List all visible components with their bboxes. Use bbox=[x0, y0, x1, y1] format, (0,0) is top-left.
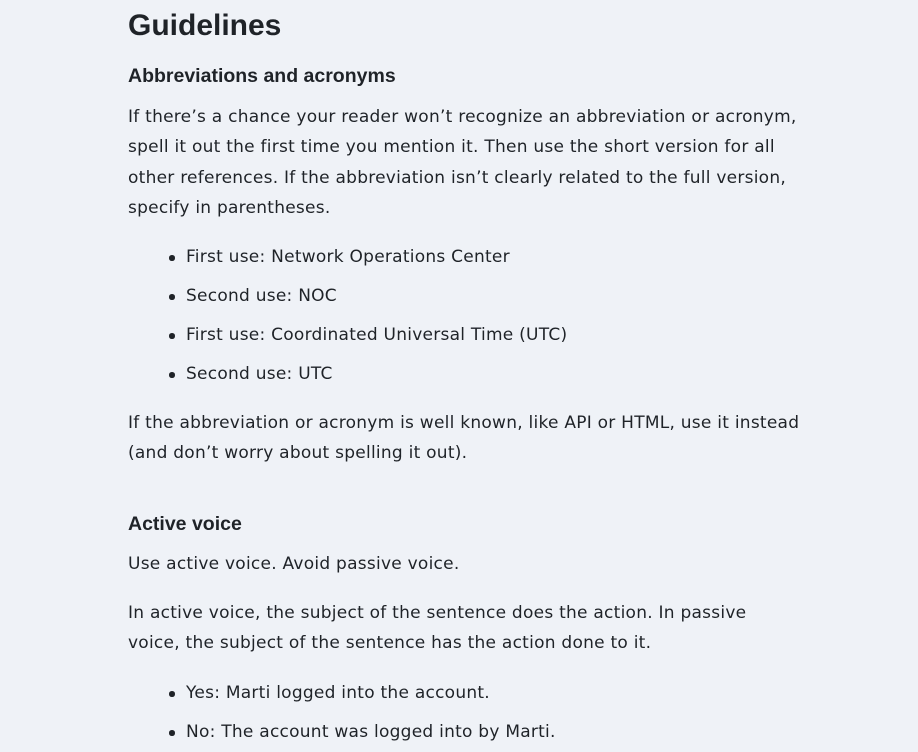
bullet-icon bbox=[169, 294, 175, 300]
list-item-text: First use: Network Operations Center bbox=[186, 247, 510, 267]
section-heading-abbreviations: Abbreviations and acronyms bbox=[128, 65, 396, 87]
list-item bbox=[128, 284, 788, 308]
list-item bbox=[128, 720, 788, 744]
abbreviations-example-list bbox=[128, 245, 788, 386]
bullet-icon bbox=[169, 691, 175, 697]
list-item bbox=[128, 362, 788, 386]
bullet-icon bbox=[169, 372, 175, 378]
bullet-icon bbox=[169, 730, 175, 736]
list-item-text: Second use: UTC bbox=[186, 364, 333, 384]
bullet-icon bbox=[169, 333, 175, 339]
list-item-text: No: The account was logged into by Marti. bbox=[186, 722, 556, 742]
active-voice-rule-paragraph: Use active voice. Avoid passive voice. bbox=[128, 554, 460, 574]
list-item-text: Second use: NOC bbox=[186, 286, 337, 306]
list-item bbox=[128, 323, 788, 347]
abbreviations-followup-paragraph: If the abbreviation or acronym is well known, like API or HTML, use it instead (and don’t worry about spelling it out). bbox=[128, 413, 800, 464]
list-item bbox=[128, 681, 788, 705]
bullet-icon bbox=[169, 255, 175, 261]
abbreviations-intro-paragraph: If there’s a chance your reader won’t recognize an abbreviation or acronym, spell it out the first time you mention it. Then use the short version for all other references. If the abbreviation isn’t clearly related to the full version, specify in parentheses. bbox=[128, 107, 797, 218]
list-item-text: First use: Coordinated Universal Time (UTC) bbox=[186, 325, 568, 345]
list-item-text: Yes: Marti logged into the account. bbox=[186, 683, 490, 703]
active-voice-example-list bbox=[128, 681, 788, 744]
page-title: Guidelines bbox=[128, 9, 282, 42]
active-voice-explanation-paragraph: In active voice, the subject of the sentence does the action. In passive voice, the subject of the sentence has the action done to it. bbox=[128, 603, 747, 654]
section-heading-active-voice: Active voice bbox=[128, 513, 242, 535]
list-item bbox=[128, 245, 788, 269]
